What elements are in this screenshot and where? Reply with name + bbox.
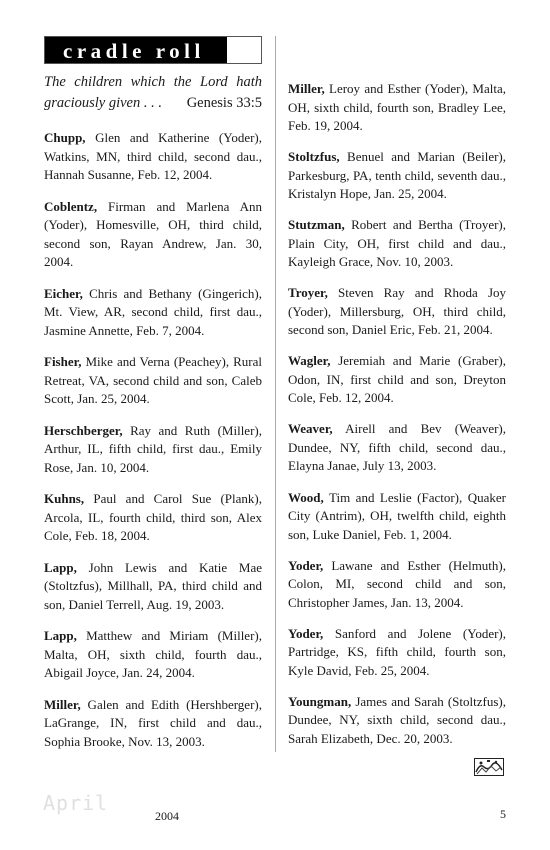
entry-surname: Stutzman,: [288, 217, 345, 233]
entry-surname: Yoder,: [288, 557, 324, 573]
entry-surname: Kuhns,: [44, 491, 85, 506]
entry-details: Mike and Verna (Peachey), Rural Retreat, VA, second child and son, Caleb Scott, Jan. 25, 2004.: [44, 354, 262, 406]
left-entry-list: [44, 129, 262, 751]
entry-surname: Wagler,: [288, 353, 331, 369]
end-of-section-ornament-icon: [474, 758, 504, 776]
verse-reference: Genesis 33:5: [186, 94, 262, 111]
entry-surname: Youngman,: [288, 693, 352, 709]
entry-surname: Troyer,: [288, 285, 328, 301]
entry-details: Benuel and Marian (Beiler), Parkesburg, PA, tenth child, seventh dau., Kristalyn Hope, Jan. 25, 2004.: [288, 149, 506, 202]
entry-details: Leroy and Esther (Yoder), Malta, OH, sixth child, fourth son, Bradley Lee, Feb. 19, 2004.: [288, 81, 506, 133]
birth-entry: [288, 352, 506, 408]
birth-entry: [288, 216, 506, 272]
entry-details: Paul and Carol Sue (Plank), Arcola, IL, fourth child, third son, Alex Cole, Feb. 18, 2004.: [44, 491, 262, 543]
entry-surname: Eicher,: [44, 285, 83, 301]
entry-details: Chris and Bethany (Gingerich), Mt. View, AR, second child, first dau., Jasmine Annette, Feb. 7, 2004.: [44, 285, 262, 338]
entry-surname: Yoder,: [288, 625, 324, 641]
birth-entry: [288, 284, 506, 340]
left-column: [44, 72, 262, 764]
birth-entry: [44, 559, 262, 615]
entry-details: John Lewis and Katie Mae (Stoltzfus), Millhall, PA, third child and son, Daniel Terrell, Aug. 19, 2003.: [44, 559, 262, 612]
birth-entry: [288, 80, 506, 136]
entry-details: Glen and Katherine (Yoder), Watkins, MN, third child, second dau., Hannah Susanne, Feb. 12, 2004.: [44, 130, 262, 182]
birth-entry: [44, 490, 262, 546]
birth-entry: [44, 285, 262, 341]
entry-details: Sanford and Jolene (Yoder), Partridge, KS, fifth child, fourth son, Kyle David, Feb. 25, 2004.: [288, 625, 506, 678]
birth-entry: [288, 625, 506, 681]
entry-details: Steven Ray and Rhoda Joy (Yoder), Millersburg, OH, third child, second son, Daniel Eric, Feb. 21, 2004.: [288, 285, 506, 338]
entry-details: Lawane and Esther (Helmuth), Colon, MI, second child and son, Christopher James, Jan. 13, 2004.: [288, 557, 506, 610]
entry-surname: Weaver,: [288, 421, 333, 437]
birth-entry: [288, 148, 506, 204]
birth-entry: [288, 489, 506, 545]
page-number: 5: [500, 807, 506, 821]
entry-details: James and Sarah (Stoltzfus), Dundee, NY, sixth child, second dau., Sarah Elizabeth, Dec. 20, 2003.: [288, 693, 506, 746]
entry-surname: Fisher,: [44, 354, 82, 369]
entry-surname: Coblentz,: [44, 198, 98, 214]
entry-surname: Lapp,: [44, 559, 77, 575]
birth-entry: [288, 420, 506, 476]
entry-details: Tim and Leslie (Factor), Quaker City (Antrim), OH, twelfth child, eighth son, Luke Daniel, Feb. 1, 2004.: [288, 489, 506, 542]
entry-details: Robert and Bertha (Troyer), Plain City, OH, first child and dau., Kayleigh Grace, Nov. 10, 2003.: [288, 217, 506, 270]
entry-details: Matthew and Miriam (Miller), Malta, OH, sixth child, fourth dau., Abigail Joyce, Jan. 24, 2004.: [44, 628, 262, 680]
birth-entry: [44, 696, 262, 752]
entry-surname: Lapp,: [44, 628, 77, 643]
section-header: [44, 36, 262, 64]
entry-surname: Stoltzfus,: [288, 149, 340, 165]
birth-entry: [44, 627, 262, 683]
entry-surname: Chupp,: [44, 130, 86, 145]
birth-entry: [44, 353, 262, 409]
birth-entry: [288, 693, 506, 749]
entry-details: Airell and Bev (Weaver), Dundee, NY, fifth child, second dau., Elayna Janae, July 13, 2003.: [288, 421, 506, 474]
entry-details: Ray and Ruth (Miller), Arthur, IL, fifth child, first dau., Emily Rose, Jan. 10, 2004.: [44, 422, 262, 475]
verse-text: The children which the Lord hath graciously given . . .: [44, 74, 262, 111]
scripture-verse: [44, 72, 262, 113]
column-divider: [275, 36, 276, 752]
entry-surname: Wood,: [288, 489, 324, 505]
entry-surname: Herschberger,: [44, 422, 123, 438]
entry-surname: Miller,: [288, 81, 325, 96]
entry-surname: Miller,: [44, 696, 81, 712]
birth-entry: [44, 198, 262, 272]
entry-details: Galen and Edith (Hershberger), LaGrange, IN, first child and dau., Sophia Brooke, Nov. 13, 2003.: [44, 696, 262, 749]
birth-entry: [44, 422, 262, 478]
right-entry-list: [288, 80, 506, 748]
footer-year: 2004: [155, 809, 179, 823]
section-title: cradle roll: [63, 39, 205, 63]
entry-details: Jeremiah and Marie (Graber), Odon, IN, first child and son, Dreyton Cole, Feb. 12, 2004.: [288, 353, 506, 406]
birth-entry: [44, 129, 262, 185]
right-column: [288, 80, 506, 761]
entry-details: Firman and Marlena Ann (Yoder), Homesville, OH, third child, second son, Rayan Andrew, Jan. 30, 2004.: [44, 198, 262, 269]
footer-month: April: [43, 791, 109, 815]
birth-entry: [288, 557, 506, 613]
